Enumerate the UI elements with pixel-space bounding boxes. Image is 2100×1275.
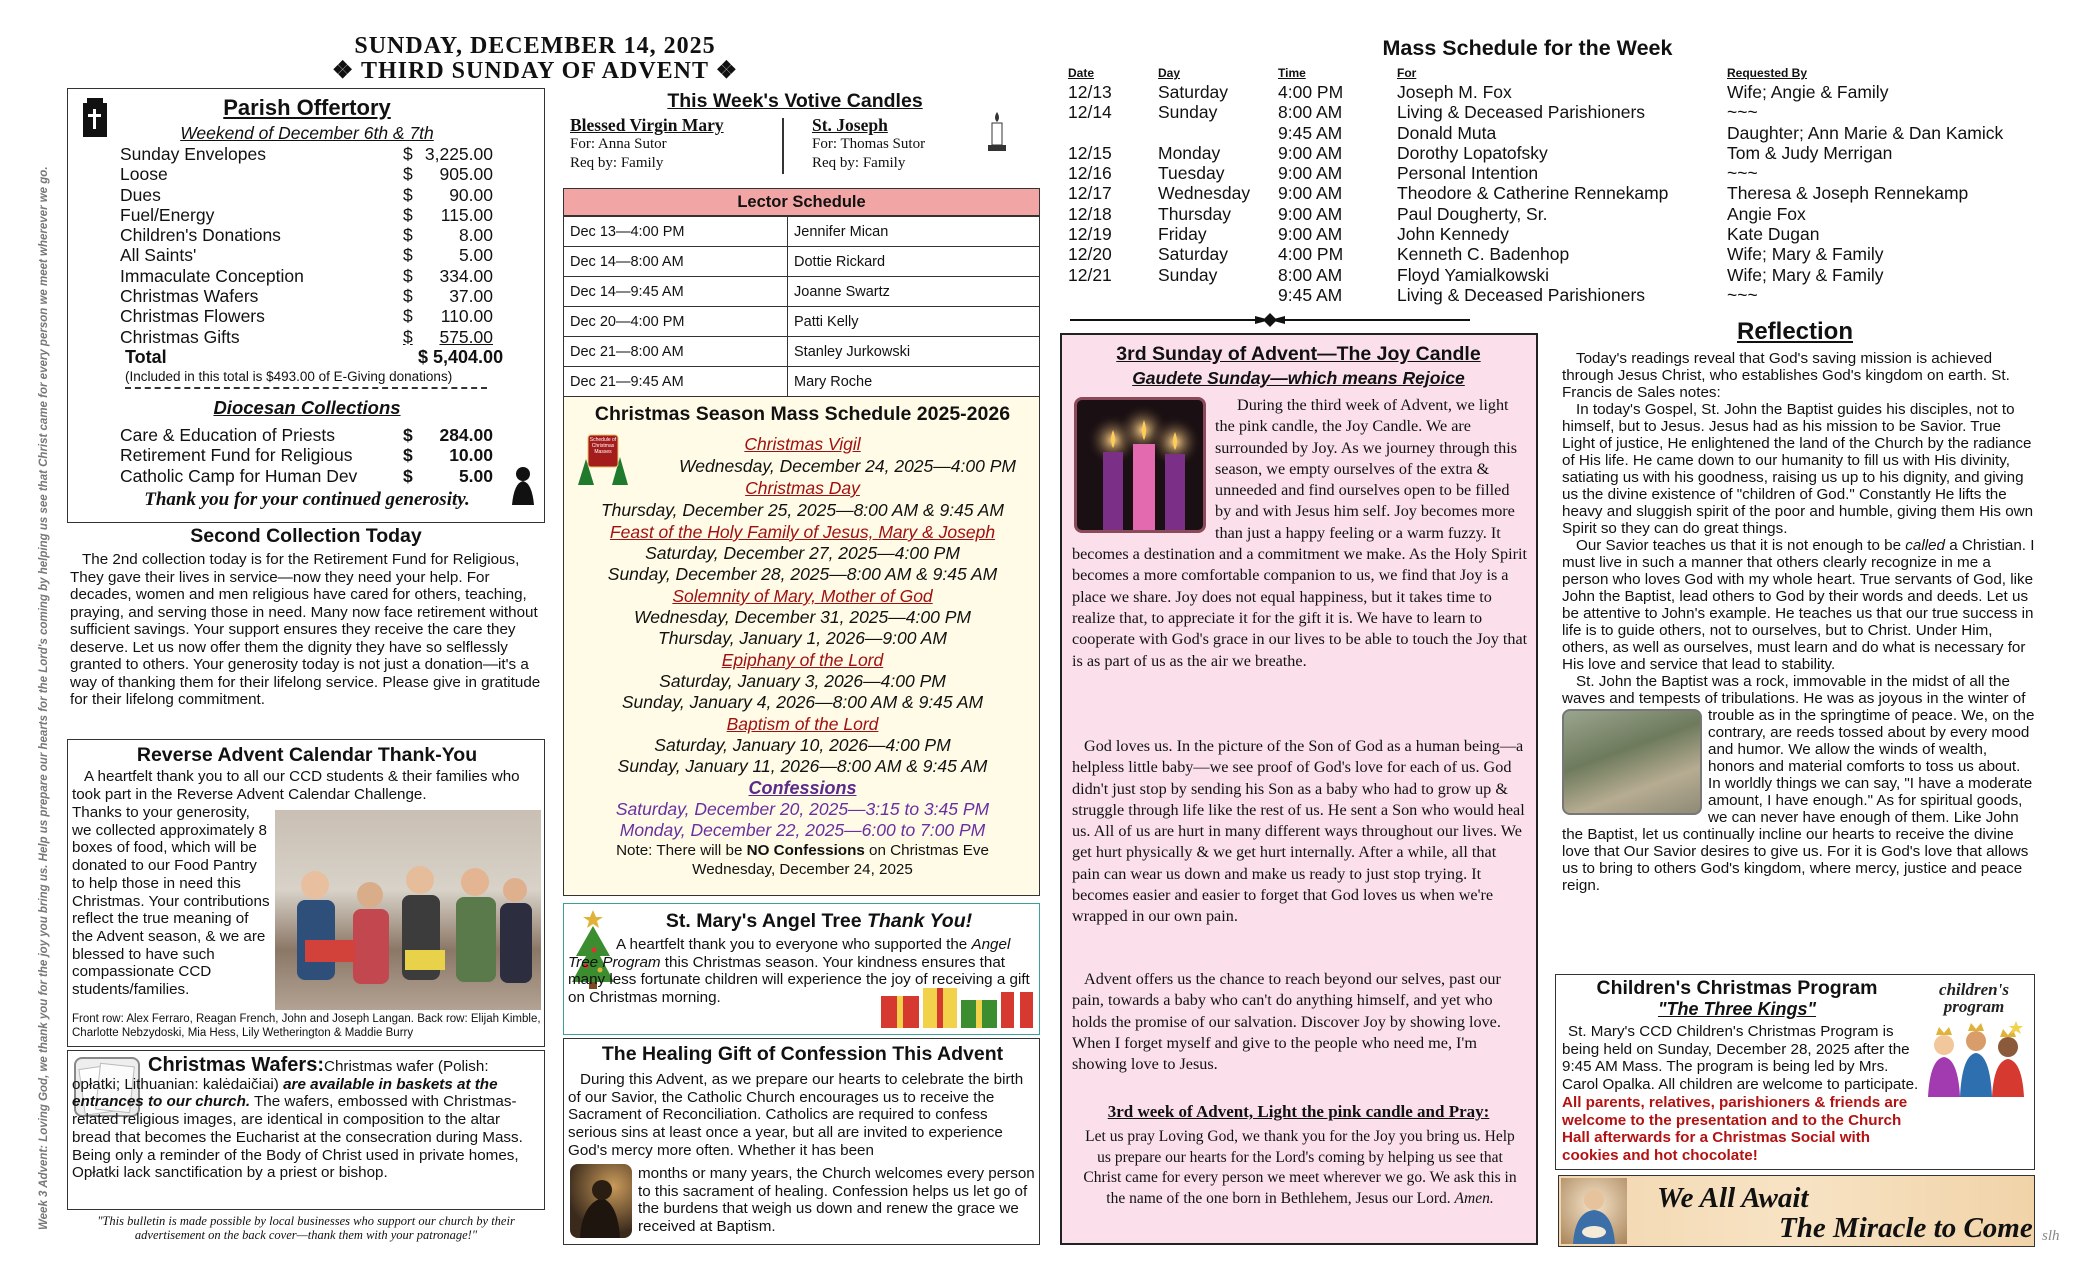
mass-schedule-cell-for: Theodore & Catherine Rennekamp [1397,183,1669,204]
table-row [1068,123,2067,143]
nativity-image [1561,1178,1627,1244]
epiphany-line2: Sunday, January 4, 2026—8:00 AM & 9:45 AM [621,692,984,712]
offertory-row: Sunday Envelopes $ 3,225.00 [120,144,493,164]
reflection-body [1562,350,2035,895]
mass-schedule-cell-time: 9:00 AM [1278,224,1343,245]
baptism-line2: Sunday, January 11, 2026—8:00 AM & 9:45 AM [617,756,988,776]
mass-schedule-cell-day [1158,123,1278,143]
angel-tree-heading [604,910,1034,933]
praying-person-icon [570,1164,632,1238]
mass-schedule-cell-for: Kenneth C. Badenhop [1397,244,1570,265]
offertory-row: Children's Donations $ 8.00 [120,225,493,246]
ccd-students-photo-figures [275,810,541,1010]
confession-body2: months or many years, the Church welcomes every person to this sacrament of healing. Confession helps us let go of the burdens that weigh us down and renew the grace we received at Baptism. [638,1165,1035,1236]
offertory-thanks: Thank you for your continued generosity. [144,489,470,510]
mass-schedule-cell-day: Monday [1158,142,1221,163]
reverse-advent-box [67,739,545,1047]
prayer-body: Let us pray Loving God, we thank you for the Joy you bring us. Help us prepare our hearts for the Lord's coming by helping us see that Christ came for every person we meet wherever we go. We ask this in the name of the one born in Bethlehem, Jesus our Lord. Amen. [1083,1128,1517,1207]
confessions-line2: Monday, December 22, 2025—6:00 to 7:00 PM [619,820,986,840]
mass-schedule-cell-req: ~~~ [1727,102,1758,123]
mass-schedule-cell-day: Sunday [1158,264,1218,285]
table-row [1068,224,2067,244]
mass-schedule-cell-req: Angie Fox [1727,203,1806,224]
mass-schedule-cell-for: Personal Intention [1397,163,1539,184]
initials: slh [2042,1228,2060,1244]
badge-text: Schedule of Christmas Masses [589,437,617,455]
lector-title: Lector Schedule [563,188,1040,216]
mass-schedule-cell-req: Theresa & Joseph Rennekamp [1727,183,1969,204]
mass-schedule-cell-req: Wife; Mary & Family [1727,244,1884,265]
mass-schedule-cell-req: Kate Dugan [1727,224,1820,245]
angel-tree-title-emph: Thank You! [867,910,973,932]
reverse-advent-intro: A heartfelt thank you to all our CCD students & their families who took part in the Reverse Advent Calendar Challenge. [72,768,520,803]
table-row [1068,163,2067,183]
holy-family-title: Feast of the Holy Family of Jesus, Mary & Joseph [609,522,996,542]
mass-schedule-cell-day: Thursday [1158,203,1231,224]
mass-schedule-cell-for: Donald Muta [1397,122,1497,143]
childrens-program-subtitle: "The Three Kings" [1657,999,1817,1019]
childrens-program-text [1562,1023,1922,1165]
three-kings-icon [1920,1019,2030,1097]
mass-schedule-cell-time: 9:00 AM [1278,183,1343,204]
table-row [1068,183,2067,203]
mass-schedule-cell-time: 8:00 AM [1278,102,1343,123]
offertory-title: Parish Offertory [223,95,391,120]
votive-left-for: For: Anna Sutor [570,136,667,152]
offertory-divider [125,387,487,389]
christmas-schedule-box [563,396,1040,896]
mass-schedule-rows [1068,82,2067,305]
bulletin-date: SUNDAY, DECEMBER 14, 2025 [354,33,716,59]
mass-schedule-cell-for: Living & Deceased Parishioners [1397,284,1646,305]
mass-schedule-cell-date: 12/19 [1068,224,1112,245]
sidebar-prayer: Week 3 Advent: Loving God, we thank you for the joy you bring us. Help us prepare our hearts for the Lord's coming by helping us see that Christ came for every person we meet wherever we go. [38,166,50,1230]
mass-schedule-cell-day: Wednesday [1158,183,1251,204]
mass-schedule-cell-date [1068,123,1158,143]
votive-left-req: Req by: Family [570,155,664,171]
epiphany-line1: Saturday, January 3, 2026—4:00 PM [659,671,946,691]
mass-schedule-cell-time: 9:00 AM [1278,163,1343,184]
offertory-row: Christmas Flowers $ 110.00 [120,306,493,327]
mass-schedule-cell-day [1158,285,1278,305]
mass-schedule-cell-time: 8:00 AM [1278,264,1343,285]
table-row [1068,102,2067,122]
offertory-list [120,144,493,347]
childrens-program-box [1555,974,2035,1170]
reflection-p3: Our Savior teaches us that it is not enough to be called a Christian. I must live in such a manner that others clearly recognize in me a person who loves God with my whole heart. True servants of God, like John the Baptist, lead others to God by their words and deeds. Let us be attentive to John's example. He teaches us that our true success in life is to guide others, not to ourselves, but to Christ. Under Him, others, as well as ourselves, must learn and do what is necessary for His love and service that lead to stability. [1562,537,2035,674]
confession-box [563,1038,1040,1245]
diocesan-title: Diocesan Collections [213,397,401,418]
mass-schedule-cell-req: ~~~ [1727,284,1758,305]
mass-schedule-cell-time: 9:45 AM [1278,284,1343,305]
offertory-row: Dues $ 90.00 [120,184,493,205]
joy-candle-title: 3rd Sunday of Advent—The Joy Candle [1116,343,1481,365]
table-row: Dec 14—8:00 AM Dottie Rickard [564,247,1040,277]
wafers-title: Christmas Wafers: [148,1054,324,1076]
confession-note-date: Wednesday, December 24, 2025 [692,861,913,878]
mass-schedule-cell-req: Wife; Angie & Family [1727,82,1889,102]
votive-right-req: Req by: Family [812,155,906,171]
diocesan-row: Catholic Camp for Human Dev $ 5.00 [120,465,493,486]
day-title: Christmas Day [745,478,860,498]
epiphany-title: Epiphany of the Lord [721,650,884,670]
second-collection-title: Second Collection Today [190,525,422,547]
nativity-icon [1561,1178,1627,1244]
mass-schedule-cell-for: John Kennedy [1397,224,1509,245]
christmas-schedule-title: Christmas Season Mass Schedule 2025-2026 [594,403,1011,425]
mass-schedule-title: Mass Schedule for the Week [1382,36,1673,60]
mass-schedule-cell-time: 9:00 AM [1278,203,1343,224]
childrens-program-red: All parents, relatives, parishioners & friends are welcome to the presentation and to the Church Hall afterwards for a Christmas Social with cookies and hot chocolate! [1562,1093,1908,1164]
mass-schedule-cell-day: Friday [1158,224,1207,245]
reeds-photo [1562,709,1702,815]
ccd-students-photo [275,810,541,1010]
confession-title: The Healing Gift of Confession This Advent [601,1043,1004,1065]
wafers-emph: are available in baskets at the entrances to our church. [72,1075,498,1111]
mass-schedule-cell-req: ~~~ [1727,163,1758,184]
votive-left-name: Blessed Virgin Mary [570,115,724,135]
joy-candle-body3: Advent offers us the chance to reach beyond our selves, past our pain, towards a baby who can't do anything himself, and yet who holds the promise of our salvation. Discover Joy by showing love. When I forget myself and give to the people who need me, I'm showing love to Jesus. [1072,970,1501,1074]
mass-schedule-cell-date [1068,285,1158,305]
joy-candle-subtitle: Gaudete Sunday—which means Rejoice [1132,368,1465,388]
miracle-banner [1558,1175,2035,1247]
table-row: Dec 21—9:45 AM Mary Roche [564,367,1040,397]
table-row [1068,285,2067,305]
mass-schedule-cell-date: 12/14 [1068,102,1112,123]
second-collection-body: The 2nd collection today is for the Retirement Fund for Religious, They gave their lives in service—now they need your help. For decades, women and men religious have cared for others, teaching, praying, and serving those in need. Many now face retirement without sufficient savings. Your support ensures they receive the care they deserve. Let us now offer them the dignity they have so selflessly granted to others. Your generosity today is not just a donation—it's a way of thanking them for their lifelong service. Please give in gratitude for their lifelong commitment. [70,551,541,708]
childrens-program-body: St. Mary's CCD Children's Christmas Program is being held on Sunday, December 28, 2025 after the 9:45 AM Mass. The program is being led by Mrs. Carol Opalka. All children are welcome to participate. [1562,1023,1919,1094]
reflection-p2: In today's Gospel, St. John the Baptist guides his disciples, not to himself, but to Jesus. Jesus had as his mission to be Savior. True Light of justice, He enlightened the land of the Church by the radiance of His life. He came down to our humanity to fill us with His divinity, satiating us with his goodness, raising us up to his dignity, and giving us the divine existence of "children of God." Constantly He lifts the heavy and sluggish spirit of the poor and humble, giving them His own Spirit so they can do great things. [1562,401,2034,538]
votive-right [812,116,992,173]
mass-schedule-cell-time: 9:00 AM [1278,142,1343,163]
mass-schedule-cell-req: Tom & Judy Merrigan [1727,142,1893,163]
reverse-advent-title: Reverse Advent Calendar Thank-You [136,744,478,766]
table-row: Dec 20—4:00 PM Patti Kelly [564,307,1040,337]
angel-tree-box [563,903,1040,1035]
offertory-weekend: Weekend of December 6th & 7th [180,123,434,143]
mass-schedule-cell-day: Tuesday [1158,163,1225,184]
table-row: Dec 13—4:00 PM Jennifer Mican [564,217,1040,247]
confession-body: During this Advent, as we prepare our hearts to celebrate the birth of our Savior, the Catholic Church encourages us to receive the Sacrament of Reconciliation. Catholics are required to confess serious sins at least once a year, but all are invited to experience God's mercy more often. Whether it has been [568,1071,1024,1159]
wafers-body: The wafers, embossed with Christmas-related religious images, are identical in composition to the altar bread that becomes the Eucharist at the consecration during Mass. Being only a reminder of the Body of Christ used in private homes, Opłatki lack sanctification by a priest or bishop. [72,1093,523,1182]
table-row [1068,143,2067,163]
mass-schedule-cell-time: 9:45 AM [1278,122,1343,143]
footer-note: "This bulletin is made possible by local businesses who support our church by their advertisement on the back cover—thank them with your patronage!" [97,1214,515,1242]
mass-schedule-cell-time: 4:00 PM [1278,244,1344,265]
baptism-line1: Saturday, January 10, 2026—4:00 PM [654,735,951,755]
mary-line1: Wednesday, December 31, 2025—4:00 PM [634,607,971,627]
mass-schedule-cell-date: 12/16 [1068,163,1112,184]
wafers-photo-spacer [72,1061,148,1071]
reverse-advent-caption: Front row: Alex Ferraro, Reagan French, John and Joseph Langan. Back row: Elijah Kimble, Charlotte Nebzydoski, Mia Hess, Lily Wetherington & Maddie Burry [72,1013,541,1039]
joy-candle-box [1060,333,1538,1245]
banner-line1: We All Await [1657,1182,1809,1214]
candle-icon [986,110,1008,156]
mass-schedule-cell-day: Saturday [1158,82,1229,102]
mass-schedule-table [1068,66,2067,305]
bulletin-subtitle: ❖ THIRD SUNDAY OF ADVENT ❖ [331,58,739,84]
reverse-advent-body: Thanks to your generosity, we collected approximately 8 boxes of food, which will be donated to our Food Pantry to help those in need this Christmas. Your contributions reflect the true meaning of the Advent season, & we are blessed to have such compassionate CCD students/families. [72,804,270,999]
prayer-title: 3rd week of Advent, Light the pink candle and Pray: [1107,1102,1490,1121]
reflection-p4: St. John the Baptist was a rock, immovable in the midst of all the waves and tempests of tribulations. He was as joyous in the winter of trouble as in the springtime of peace. We, on the contrary, are reeds tossed about by every mood and humor. We allow the winds of wealth, honors and material comforts to toss us about. In worldly things we can say, "I have a moderate amount, I have enough." As for spiritual goods, we can never have enough of them. Like John the Baptist, let us continually incline our hearts to receive the divine love that Our Savior desires to give us. For it is God's love that allows us to bring to others God's kingdom, where mercy, justice and peace reign. [1562,673,2035,895]
table-row [1068,265,2067,285]
table-row [1068,244,2067,264]
mass-schedule-cell-for: Dorothy Lopatofsky [1397,142,1548,163]
reflection-p1: Today's readings reveal that God's saving mission is achieved through Jesus Christ, who establishes God's kingdom on earth. St. Francis de Sales notes: [1562,350,2010,402]
mass-schedule-cell-for: Paul Dougherty, Sr. [1397,203,1548,224]
offertory-row: Loose $ 905.00 [120,164,493,185]
angel-tree-body: A heartfelt thank you to everyone who supported the Angel Tree Program this Christmas season. Your kindness ensures that many less fortunate children will experience the joy of receiving a gift on Christmas morning. [568,936,1030,1007]
mass-schedule-cell-for: Floyd Yamialkowski [1397,264,1550,285]
joy-candle-body1 [1072,395,1528,672]
banner-line2: The Miracle to Come [1779,1212,2033,1244]
offertory-box [67,88,545,523]
vigil-line: Wednesday, December 24, 2025—4:00 PM [679,456,1016,476]
table-row: Dec 14—9:45 AM Joanne Swartz [564,277,1040,307]
mass-schedule-cell-req: Wife; Mary & Family [1727,264,1884,285]
diocesan-row: Care & Education of Priests $ 284.00 [120,425,493,445]
gifts-icon [879,982,1035,1030]
ornamental-divider [1070,312,1470,328]
mass-schedule-cell-date: 12/18 [1068,203,1112,224]
mass-schedule-cell-date: 12/20 [1068,244,1112,265]
offertory-row: Christmas Gifts $ 575.00 [120,326,493,347]
mass-schedule-header: Date Day Time For Requested By [1068,66,1808,80]
wafers-text [72,1054,540,1182]
votive-right-for: For: Thomas Sutor [812,136,926,152]
mass-schedule-cell-for: Joseph M. Fox [1397,82,1512,102]
lector-schedule [563,188,1040,397]
table-row [1068,82,2067,102]
offertory-total-label: Total [125,347,167,367]
table-row [1068,204,2067,224]
table-row: Dec 21—8:00 AM Stanley Jurkowski [564,337,1040,367]
reflection-title: Reflection [1736,318,1853,345]
joy-candle-body1-text: During the third week of Advent, we light the pink candle, the Joy Candle. We are surrounded by Joy. As we journey through this season, we empty ourselves of the extra & unneeded and find ourselves open to be filled by and with Jesus him self. Joy becomes more than just a happy feeling or a warm fuzzy. It becomes a destination and a commitment we make. As the Holy Spirit becomes a more comfortable companion to us, we find that Joy is a place we share. Joy does not equal happiness, but it takes time to realize that, to appreciate it for the gift it is. We have to learn to cooperate with God's grace in our lives to be able to touch the Joy that is as part of us as the air we breathe. [1072,396,1528,670]
egiving-note: (Included in this total is $493.00 of E-Giving donations) [125,369,453,384]
childrens-program-title: Children's Christmas Program [1596,977,1878,999]
votive-right-name: St. Joseph [812,115,888,135]
joy-candle-body2: God loves us. In the picture of the Son of God as a human being—a helpless little baby—we see proof of God's love for each of us. God didn't just stop by sending his Son as a baby who had to grow up & struggle through life like the rest of us. He sent a Son who would heal us. All of us are hurt in many different ways throughout our lives. We get hurt physically & we get hurt internally. After a while, all that pain can wear us down and make us ready to just stop trying. It becomes easier and easier to forget that God loves us when we're wrapped in our own pain. [1072,737,1525,926]
holy-family-line1: Saturday, December 27, 2025—4:00 PM [645,543,960,563]
lector-table [563,216,1040,397]
offertory-row: Immaculate Conception $ 334.00 [120,265,493,286]
day-line: Thursday, December 25, 2025—8:00 AM & 9:45 AM [600,500,1005,520]
baptism-title: Baptism of the Lord [726,714,879,734]
mass-schedule-cell-date: 12/13 [1068,82,1112,102]
mass-schedule-cell-time: 4:00 PM [1278,82,1344,102]
mass-schedule-cell-date: 12/21 [1068,264,1112,285]
childrens-program-logo: children's program [1939,980,2009,1016]
joy-candle-float-spacer [1072,395,1215,535]
wafers-box [67,1050,545,1210]
offertory-row: Christmas Wafers $ 37.00 [120,286,493,307]
offertory-row: All Saints' $ 5.00 [120,245,493,266]
confessions-line1: Saturday, December 20, 2025—3:15 to 3:45 PM [615,799,990,819]
offertory-row: Fuel/Energy $ 115.00 [120,204,493,225]
joy-candle-indent [1215,405,1237,410]
votive-divider [782,118,784,174]
mass-schedule-cell-date: 12/15 [1068,142,1112,163]
diocesan-list [120,425,493,486]
mass-schedule-cell-day: Saturday [1158,244,1229,265]
offertory-total: $ 5,404.00 [418,347,504,367]
mass-schedule-cell-req: Daughter; Ann Marie & Dan Kamick [1727,122,2004,143]
angel-tree-spacer [568,939,616,949]
mass-schedule-cell-for: Living & Deceased Parishioners [1397,102,1646,123]
votive-left [570,116,780,173]
confession-note: Note: There will be NO Confessions on Christmas Eve [616,842,989,859]
mary-line2: Thursday, January 1, 2026—9:00 AM [658,628,947,648]
diocesan-row: Retirement Fund for Religious $ 10.00 [120,445,493,466]
confession-photo [570,1164,632,1238]
confessions-title: Confessions [748,778,857,798]
wafers-intro: Christmas wafer (Polish: opłatki; Lithuanian: kalėdaičiai) [72,1058,489,1093]
mass-schedule-cell-day: Sunday [1158,102,1218,123]
christmas-schedule-list [564,433,1041,879]
mary-title: Solemnity of Mary, Mother of God [672,586,933,606]
angel-tree-title: St. Mary's Angel Tree [665,910,862,932]
holy-family-line2: Sunday, December 28, 2025—8:00 AM & 9:45 AM [607,564,998,584]
vigil-title: Christmas Vigil [744,434,861,454]
mass-schedule-cell-date: 12/17 [1068,183,1112,204]
praying-figure-icon [508,465,538,507]
votive-title: This Week's Votive Candles [667,90,923,112]
